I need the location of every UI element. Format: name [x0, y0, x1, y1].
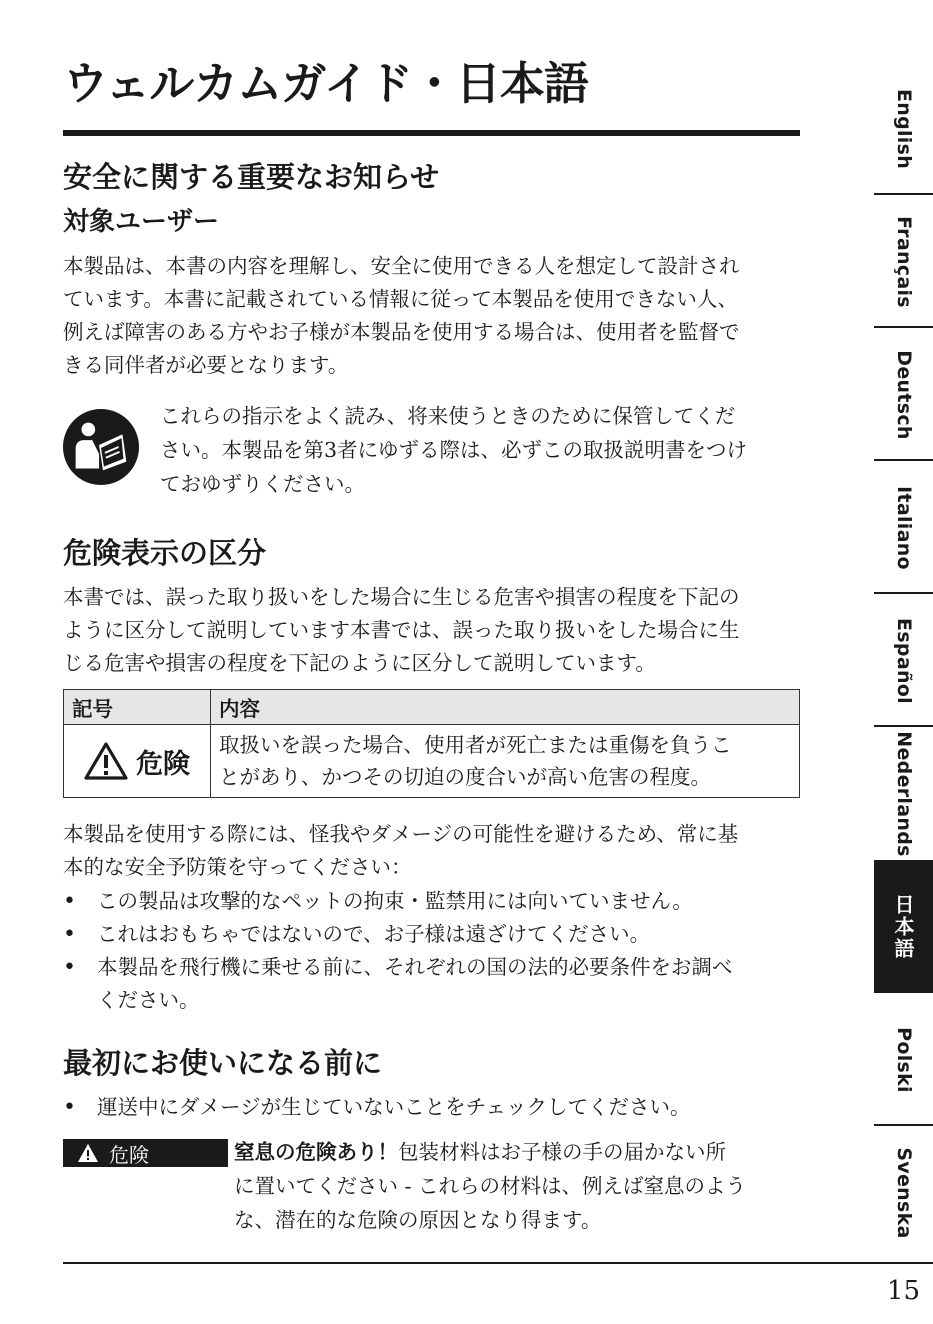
text-line: じる危害や損害の程度を下記のように区分して説明しています。 [63, 651, 656, 675]
tab-label: 日本語 [891, 893, 915, 960]
first-use-heading: 最初にお使いになる前に [63, 1046, 383, 1080]
warning-triangle-icon [77, 1143, 99, 1163]
table-row [64, 725, 800, 798]
danger-description [211, 725, 800, 798]
manual-notice-text [160, 399, 810, 501]
list-item [63, 951, 803, 1017]
page-number: 15 [886, 1276, 920, 1306]
text-line: ように区分して説明しています本書では、誤った取り扱いをした場合に生 [63, 618, 740, 642]
target-users-text [63, 250, 803, 382]
hazard-table [63, 689, 800, 798]
tab-polski[interactable] [874, 993, 933, 1126]
tab-deutsch[interactable] [874, 328, 933, 461]
text-line: 本製品は、本書の内容を理解し、安全に使用できる人を想定して設計され [63, 254, 740, 278]
suffocation-warning [234, 1135, 804, 1237]
text-line: とがあり、かつその切迫の度合いが高い危害の程度。 [219, 765, 711, 789]
danger-badge [63, 1139, 228, 1167]
target-users-heading: 対象ユーザー [63, 207, 220, 237]
list-item [63, 1091, 803, 1124]
tab-label: Italiano [892, 485, 915, 570]
tab-label: Français [892, 215, 915, 308]
table-header-content: 内容 [211, 690, 800, 725]
text-line: 本製品を使用する際には、怪我やダメージの可能性を避けるため、常に基 [63, 822, 739, 846]
page-title: ウェルカムガイド・日本語 [63, 57, 588, 110]
tab-nederlands[interactable] [874, 727, 933, 860]
tab-label: Deutsch [892, 349, 915, 440]
precaution-list [63, 885, 803, 1017]
tab-label: Nederlands [892, 730, 915, 857]
text-line: に置いてください - これらの材料は、例えば窒息のよう [234, 1174, 746, 1198]
text-line: な、潜在的な危険の原因となり得ます。 [234, 1208, 602, 1232]
badge-label: 危険 [109, 1142, 149, 1167]
text-line: 本書では、誤った取り扱いをした場合に生じる危害や損害の程度を下記の [63, 585, 740, 609]
text-line: きる同伴者が必要となります。 [63, 353, 349, 377]
tab-francais[interactable] [874, 195, 933, 328]
tab-label: Svenska [892, 1146, 915, 1239]
text-line: ておゆずりください。 [160, 472, 365, 496]
table-header-symbol: 記号 [64, 690, 211, 725]
list-item [63, 885, 803, 918]
text-line: 包装材料はお子様の手の届かない所 [398, 1140, 726, 1164]
warning-bold-text: 窒息の危険あり！ [234, 1140, 398, 1164]
tab-english[interactable] [874, 62, 933, 195]
text-line: • この製品は攻撃的なペットの拘束・監禁用には向いていません。 [97, 889, 693, 913]
tab-svenska[interactable] [874, 1126, 933, 1259]
danger-symbol-cell [64, 725, 211, 798]
tab-label: Polski [892, 1026, 915, 1093]
read-manual-icon [62, 408, 140, 486]
danger-label: 危険 [136, 748, 190, 780]
tab-japanese[interactable] [874, 860, 933, 993]
text-line: これらの指示をよく読み、将来使うときのために保管してくだ [160, 404, 736, 428]
text-line: ください。 [97, 988, 200, 1012]
title-divider [63, 130, 800, 136]
text-line: • 本製品を飛行機に乗せる前に、それぞれの国の法的必要条件をお調べ [97, 955, 733, 979]
table-header-row [64, 690, 800, 725]
text-line: • これはおもちゃではないので、お子様は遠ざけてください。 [97, 922, 651, 946]
tab-italiano[interactable] [874, 461, 933, 594]
tab-espanol[interactable] [874, 594, 933, 727]
text-line: • 運送中にダメージが生じていないことをチェックしてください。 [97, 1095, 691, 1119]
tab-label: English [892, 88, 915, 169]
language-tabs [874, 62, 933, 1259]
text-line: 例えば障害のある方やお子様が本製品を使用する場合は、使用者を監督で [63, 320, 740, 344]
tab-label: Español [892, 617, 915, 704]
text-line: ています。本書に記載されている情報に従って本製品を使用できない人、 [63, 287, 738, 311]
warning-triangle-icon [84, 741, 128, 781]
text-line: さい。本製品を第3者にゆずる際は、必ずこの取扱説明書をつけ [160, 438, 748, 462]
text-line: 取扱いを誤った場合、使用者が死亡または重傷を負うこ [219, 733, 732, 757]
text-line: 本的な安全予防策を守ってください： [63, 855, 412, 879]
footer-divider [63, 1262, 933, 1264]
list-item [63, 918, 803, 951]
hazard-intro-text [63, 581, 803, 680]
precaution-text [63, 818, 803, 884]
safety-heading: 安全に関する重要なお知らせ [63, 160, 440, 194]
hazard-heading: 危険表示の区分 [63, 536, 267, 570]
first-use-list [63, 1091, 803, 1124]
